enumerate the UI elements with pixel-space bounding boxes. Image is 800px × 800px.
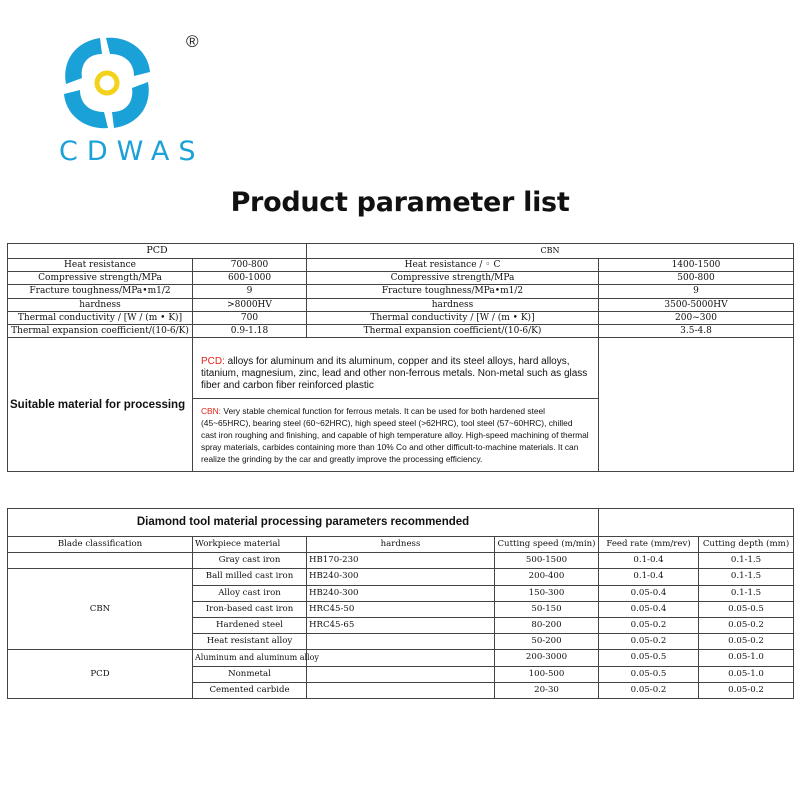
cell: HB240-300 — [307, 569, 495, 585]
suitable-material-label: Suitable material for processing — [8, 338, 193, 472]
cell: >8000HV — [193, 298, 307, 311]
cbn-prefix: CBN: — [201, 406, 222, 417]
table-row — [8, 259, 794, 272]
parameters-table — [7, 508, 794, 699]
cell: 100-500 — [495, 666, 599, 682]
cell: 700-800 — [193, 259, 307, 272]
cbn-header: CBN — [307, 244, 794, 259]
cell: Heat resistance / ◦ C — [307, 259, 599, 272]
cell: 600-1000 — [193, 272, 307, 285]
cell: 0.05-0.5 — [699, 601, 794, 617]
pcd-description: alloys for aluminum and its aluminum, copper and its steel alloys, hard alloys, titanium, magnesium, zinc, lead and other non-ferrous metals. Non-metal such as glass fiber and carbon fiber reinforced plastic — [201, 356, 588, 392]
cell: 0.05-1.0 — [699, 666, 794, 682]
cell: 80-200 — [495, 617, 599, 633]
cell: Fracture toughness/MPa•m1/2 — [8, 285, 193, 298]
cell: 0.1-1.5 — [699, 553, 794, 569]
cell: 500-800 — [599, 272, 794, 285]
cell: 9 — [599, 285, 794, 298]
cell: 200-400 — [495, 569, 599, 585]
cell — [307, 634, 495, 650]
cell: Ball milled cast iron — [193, 569, 307, 585]
cell: 0.1-1.5 — [699, 569, 794, 585]
cell: Heat resistance — [8, 259, 193, 272]
cell: 0.05-0.2 — [699, 634, 794, 650]
cell: Hardened steel — [193, 617, 307, 633]
cell: 0.9-1.18 — [193, 324, 307, 337]
empty-cell — [599, 338, 794, 472]
table-row — [8, 298, 794, 311]
cell: Heat resistant alloy — [193, 634, 307, 650]
cell: Nonmetal — [193, 666, 307, 682]
empty-cell — [599, 509, 794, 537]
cell: 20-30 — [495, 682, 599, 698]
cell: Iron-based cast iron — [193, 601, 307, 617]
table-row — [8, 650, 794, 666]
cell: Compressive strength/MPa — [307, 272, 599, 285]
brand-name: CDWAS — [59, 136, 205, 167]
column-header: Feed rate (mm/rev) — [599, 537, 699, 553]
cell — [307, 650, 495, 666]
cbn-suitable-text — [193, 399, 599, 472]
cell: 0.05-0.2 — [599, 617, 699, 633]
column-header: Cutting speed (m/min) — [495, 537, 599, 553]
cell: 50-200 — [495, 634, 599, 650]
cell: 0.05-0.4 — [599, 585, 699, 601]
cell: HRC45-50 — [307, 601, 495, 617]
cell: 0.05-0.2 — [699, 682, 794, 698]
cell: Thermal expansion coefficient/(10-6/K) — [307, 324, 599, 337]
cell: Thermal conductivity / [W / (m • K)] — [8, 311, 193, 324]
group-pcd: PCD — [8, 650, 193, 699]
group-cbn: CBN — [8, 569, 193, 650]
pcd-suitable-text — [193, 338, 599, 399]
cbn-description: Very stable chemical function for ferrous metals. It can be used for both hardened steel (45~65HRC), bearing steel (60~62HRC), high speed steel (>62HRC), tool steel (57~60HRC), chilled cast iron roughing and finishing, and capable of high temperature alloy. High-speed machining of thermal spray materials, carbides containing more than 10% Co and other difficult-to-machine materials. It can realize the grinding by the car and greatly improve the processing efficiency. — [201, 406, 589, 465]
page-title: Product parameter list — [230, 187, 570, 218]
cell: 0.05-0.5 — [599, 650, 699, 666]
cell: HRC45-65 — [307, 617, 495, 633]
cell: Fracture toughness/MPa•m1/2 — [307, 285, 599, 298]
cell: 1400-1500 — [599, 259, 794, 272]
cell — [307, 682, 495, 698]
cell: 3.5-4.8 — [599, 324, 794, 337]
pcd-header: PCD — [8, 244, 307, 259]
cell: 200~300 — [599, 311, 794, 324]
cell: 50-150 — [495, 601, 599, 617]
pcd-prefix: PCD: — [201, 356, 225, 368]
cell: 0.05-0.5 — [599, 666, 699, 682]
cell: Thermal conductivity / [W / (m • K)] — [307, 311, 599, 324]
cell: 0.05-0.2 — [599, 634, 699, 650]
group-cell — [8, 553, 193, 569]
cell: 0.05-0.4 — [599, 601, 699, 617]
cell: hardness — [8, 298, 193, 311]
properties-table — [7, 243, 794, 472]
pinwheel-logo-icon — [52, 32, 162, 132]
brand-logo — [38, 20, 205, 167]
table-row — [8, 272, 794, 285]
column-header: Blade classification — [8, 537, 193, 553]
cell: Alloy cast iron — [193, 585, 307, 601]
column-header: Cutting depth (mm) — [699, 537, 794, 553]
cell: Cemented carbide — [193, 682, 307, 698]
cell: Compressive strength/MPa — [8, 272, 193, 285]
cell: HB240-300 — [307, 585, 495, 601]
table-row — [8, 311, 794, 324]
column-header: Workpiece material — [193, 537, 307, 553]
cell: Gray cast iron — [193, 553, 307, 569]
table-row — [8, 569, 794, 585]
header-row — [8, 537, 794, 553]
cell: 200-3000 — [495, 650, 599, 666]
cell — [307, 666, 495, 682]
cell: 3500-5000HV — [599, 298, 794, 311]
table-row — [8, 324, 794, 337]
cell: Aluminum and aluminum alloy — [193, 650, 307, 666]
cell: 0.1-1.5 — [699, 585, 794, 601]
cell: 0.1-0.4 — [599, 569, 699, 585]
cell: hardness — [307, 298, 599, 311]
cell: 0.1-0.4 — [599, 553, 699, 569]
column-header: hardness — [307, 537, 495, 553]
table-row — [8, 553, 794, 569]
cell: 150-300 — [495, 585, 599, 601]
cell: Thermal expansion coefficient/(10-6/K) — [8, 324, 193, 337]
registered-mark: ® — [186, 32, 199, 51]
parameters-title: Diamond tool material processing parameters recommended — [8, 509, 599, 537]
table-row — [8, 285, 794, 298]
cell: 9 — [193, 285, 307, 298]
cell: HB170-230 — [307, 553, 495, 569]
cell: 0.05-0.2 — [699, 617, 794, 633]
cell: 700 — [193, 311, 307, 324]
cell: 0.05-0.2 — [599, 682, 699, 698]
cell: 0.05-1.0 — [699, 650, 794, 666]
cell: 500-1500 — [495, 553, 599, 569]
